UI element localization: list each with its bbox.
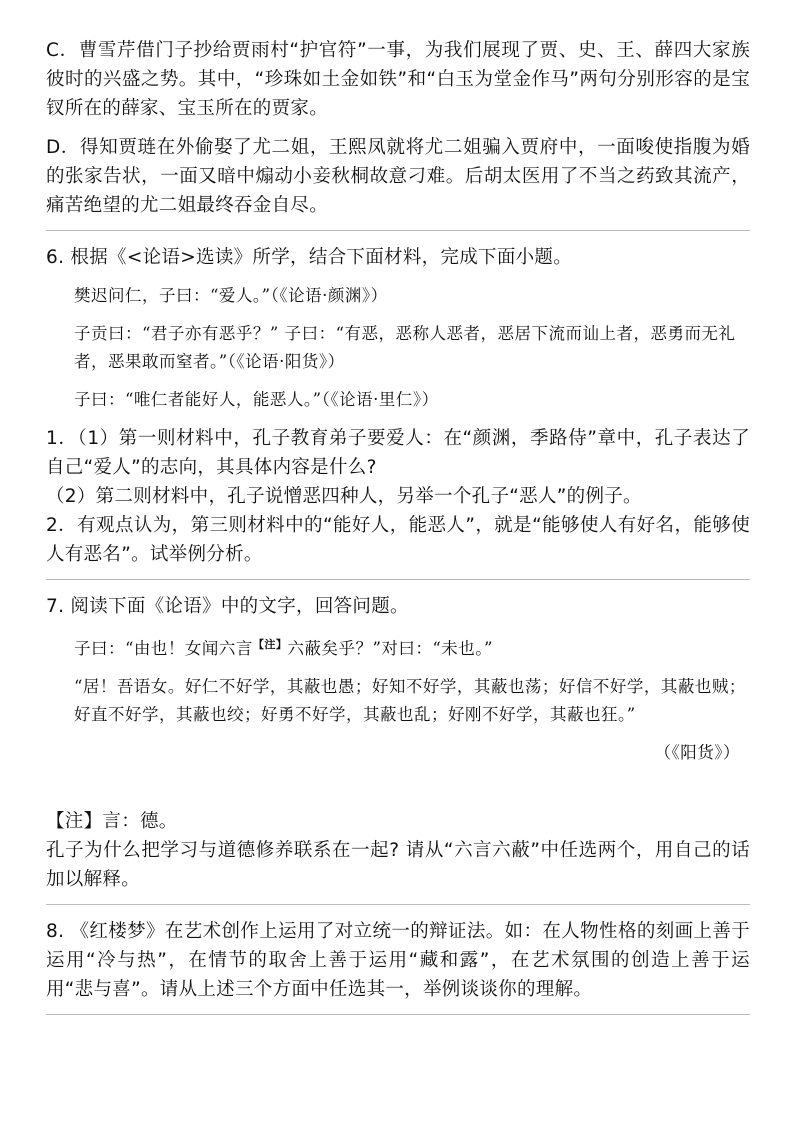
q7-source: （《阳货》）	[654, 743, 740, 762]
note-mark: 【注】	[252, 638, 288, 651]
q7-question: 孔子为什么把学习与道德修养联系在一起? 请从“六言六蔽”中任选两个，用自己的话加以解释。	[46, 840, 750, 890]
q8-text: 8. 《红楼梦》在艺术创作上运用了对立统一的辩证法。如：在人物性格的刻画上善于运用“冷与热”，在情节的取舍上善于运用“藏和露”，在艺术氛围的创造上善于运用“悲与喜”。请从上述三个方面中任选其一，举例谈谈你的理解。	[46, 921, 750, 1000]
q6-material-3: 子曰：“唯仁者能好人，能恶人。”（《论语·里仁》）	[74, 390, 439, 409]
q6-stem: 6. 根据《<论语>选读》所学，结合下面材料，完成下面小题。	[46, 247, 573, 268]
divider	[46, 579, 750, 580]
divider	[46, 230, 750, 231]
divider	[46, 1014, 750, 1015]
q6-sub-2: 2．有观点认为，第三则材料中的“能好人，能恶人”，就是“能够使人有好名，能够使人有恶名”。试举例分析。	[46, 515, 750, 565]
q7-note: 【注】言：德。	[46, 811, 178, 832]
q6-material-1: 樊迟问仁，子曰：“爱人。”（《论语·颜渊》）	[74, 286, 388, 305]
q5-option-d: D．得知贾琏在外偷娶了尤二姐，王熙凤就将尤二姐骗入贾府中，一面唆使指腹为婚的张家告状，一面又暗中煽动小妾秋桐故意刁难。后胡太医用了不当之药致其流产，痛苦绝望的尤二姐最终吞金自尽。	[46, 137, 750, 216]
q5-option-c: C．曹雪芹借门子抄给贾雨村“护官符”一事，为我们展现了贾、史、王、薛四大家族彼时的兴盛之势。其中，“珍珠如土金如铁”和“白玉为堂金作马”两句分别形容的是宝钗所在的薛家、宝玉所在的贾家。	[46, 40, 750, 119]
document-page	[46, 36, 750, 1027]
q6-sub-1-2: （2）第二则材料中，孔子说憎恶四种人，另举一个孔子“恶人”的例子。	[46, 486, 642, 507]
q7-text-1	[46, 631, 750, 663]
q7-text-2: “居！吾语女。好仁不好学，其蔽也愚；好知不好学，其蔽也荡；好信不好学，其蔽也贼；好直不好学，其蔽也绞；好勇不好学，其蔽也乱；好刚不好学，其蔽也狂。”	[74, 677, 746, 724]
q7-text-1-b: 六蔽矣乎？”对曰：“未也。”	[287, 639, 493, 658]
q6-sub-1: 1．（1）第一则材料中，孔子教育弟子要爱人：在“颜渊，季路侍”章中，孔子表达了自己“爱人”的志向，其具体内容是什么?	[46, 428, 750, 478]
q7-stem: 7. 阅读下面《论语》中的文字，回答问题。	[46, 596, 409, 617]
q6-material-2: 子贡曰：“君子亦有恶乎？” 子曰：“有恶，恶称人恶者，恶居下流而讪上者，恶勇而无礼者，恶果敢而窒者。”（《论语·阳货》）	[74, 324, 736, 371]
q7-text-1-a: 子曰：“由也！女闻六言	[74, 639, 253, 658]
divider	[46, 904, 750, 905]
